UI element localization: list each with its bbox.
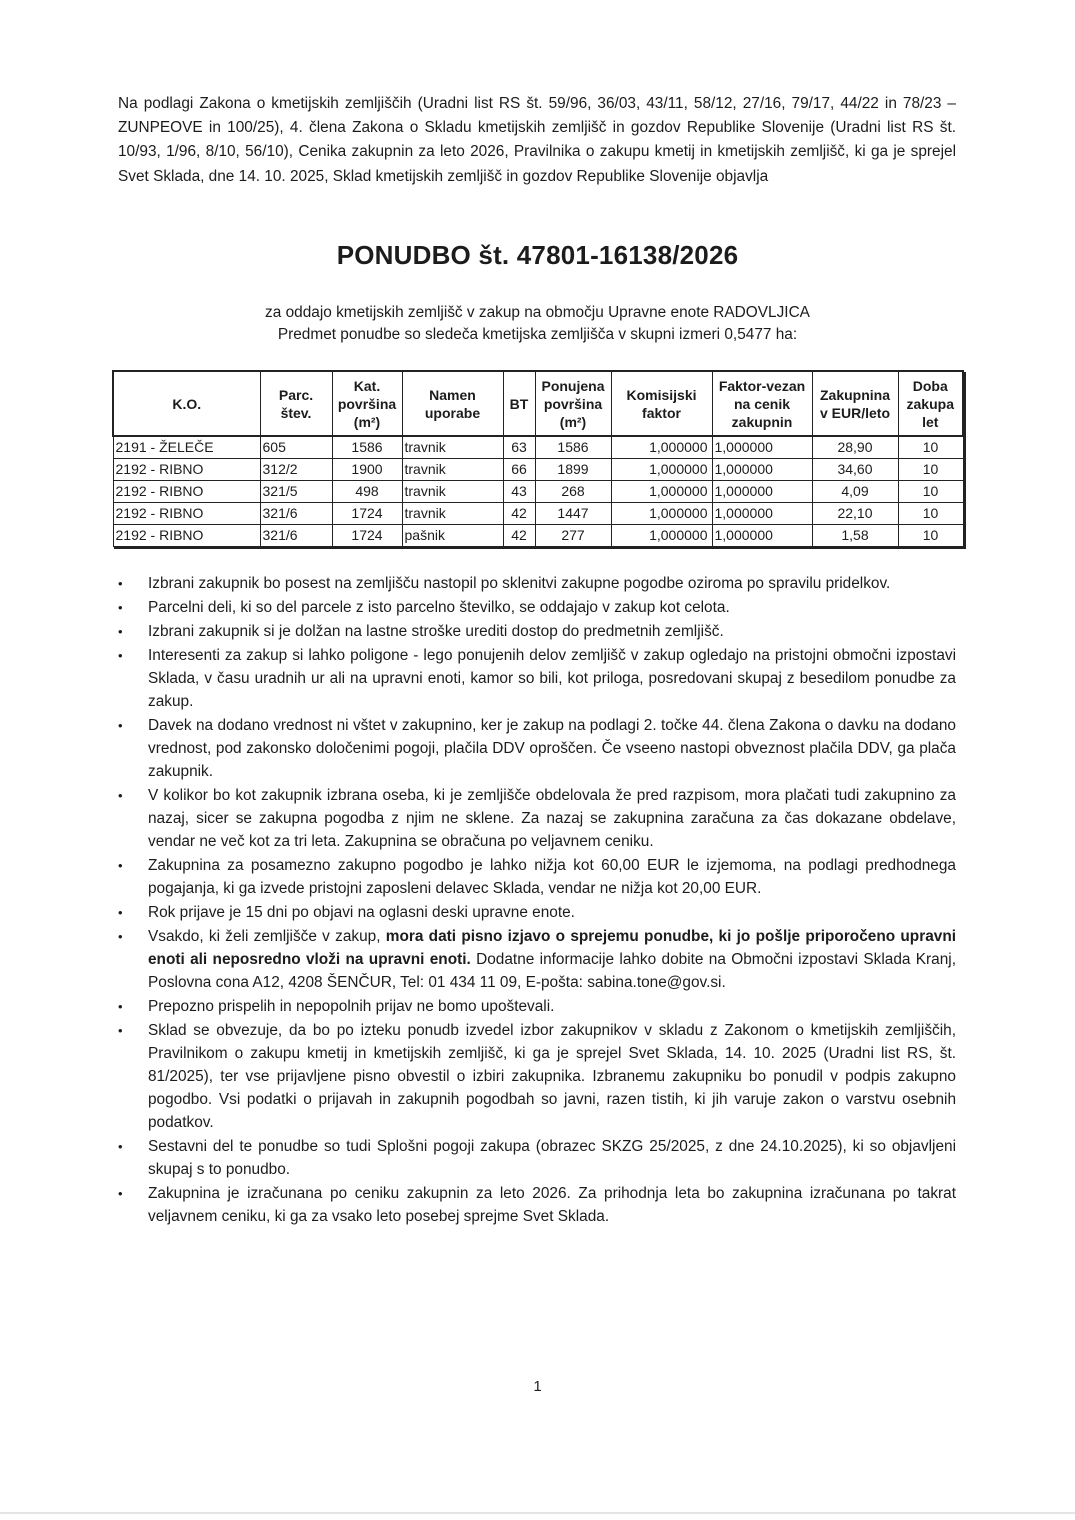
parcels-table <box>112 370 964 547</box>
cell-ko: 2192 - RIBNO <box>113 481 260 503</box>
list-item <box>118 596 956 619</box>
cell-bt: 43 <box>503 481 535 503</box>
subtitle-line-1: za oddajo kmetijskih zemljišč v zakup na območju Upravne enote RADOVLJICA <box>265 304 810 321</box>
header-komisijski: Komisijski faktor <box>611 371 712 436</box>
header-parc: Parc. štev. <box>260 371 332 436</box>
cell-zakupnina: 28,90 <box>812 436 898 459</box>
list-item <box>118 572 956 595</box>
header-ponujena: Ponujena površina (m²) <box>535 371 611 436</box>
list-item <box>118 784 956 853</box>
bullet-icon: • <box>118 718 123 733</box>
bullet-icon: • <box>118 858 123 873</box>
cell-bt: 66 <box>503 459 535 481</box>
bullet-icon: • <box>118 905 123 920</box>
cell-faktor: 1,000000 <box>712 525 812 547</box>
cell-komisijski: 1,000000 <box>611 503 712 525</box>
list-item <box>118 1135 956 1181</box>
cell-namen: travnik <box>402 503 503 525</box>
page-number: 1 <box>533 1378 542 1395</box>
list-item-text: Davek na dodano vrednost ni vštet v zakupnino, ker je zakup na podlagi 2. točke 44. člena Zakona o davku na dodano vrednost, pod zakonsko določenimi pogoji, plačila DDV oproščen. Če vseeno nastopi obveznost plačila DDV, ga plača zakupnik. <box>148 717 956 780</box>
cell-kat: 498 <box>332 481 402 503</box>
cell-ko: 2192 - RIBNO <box>113 459 260 481</box>
table-row <box>113 525 963 547</box>
bullet-icon: • <box>118 624 123 639</box>
cell-zakupnina: 4,09 <box>812 481 898 503</box>
cell-namen: travnik <box>402 436 503 459</box>
table-row <box>113 481 963 503</box>
bullet-icon: • <box>118 1186 123 1201</box>
cell-faktor: 1,000000 <box>712 481 812 503</box>
list-item-text: Dodatne informacije lahko dobite na Območni izpostavi Sklada Kranj, Poslovna cona A12, 4208 ŠENČUR, Tel: 01 434 11 09, E-pošta: sabina.tone@gov.si. <box>148 951 956 991</box>
intro-paragraph: Na podlagi Zakona o kmetijskih zemljiščih (Uradni list RS št. 59/96, 36/03, 43/11, 58/12, 27/16, 79/17, 44/22 in 78/23 – ZUNPEOVE in 100/25), 4. člena Zakona o Skladu kmetijskih zemljišč in gozdov Republike Slovenije (Uradni list RS št. 10/93, 1/96, 8/10, 56/10), Cenika zakupnin za leto 2026, Pravilnika o zakupu kmetij in kmetijskih zemljišč, ki ga je sprejel Svet Sklada, dne 14. 10. 2025, Sklad kmetijskih zemljišč in gozdov Republike Slovenije objavlja <box>118 95 956 185</box>
list-item-text: Parcelni deli, ki so del parcele z isto parcelno številko, se oddajajo v zakup kot celota. <box>148 599 730 616</box>
table-row <box>113 436 963 459</box>
list-item <box>118 714 956 783</box>
cell-ponujena: 1899 <box>535 459 611 481</box>
cell-doba: 10 <box>898 459 963 481</box>
list-item <box>118 901 956 924</box>
cell-ko: 2192 - RIBNO <box>113 525 260 547</box>
cell-komisijski: 1,000000 <box>611 459 712 481</box>
cell-doba: 10 <box>898 481 963 503</box>
cell-zakupnina: 1,58 <box>812 525 898 547</box>
cell-komisijski: 1,000000 <box>611 525 712 547</box>
cell-ponujena: 1447 <box>535 503 611 525</box>
cell-zakupnina: 22,10 <box>812 503 898 525</box>
cell-zakupnina: 34,60 <box>812 459 898 481</box>
cell-ponujena: 1586 <box>535 436 611 459</box>
bullet-icon: • <box>118 600 123 615</box>
offer-title: PONUDBO št. 47801-16138/2026 <box>336 240 739 270</box>
list-item <box>118 995 956 1018</box>
list-item <box>118 1182 956 1228</box>
cell-parc: 605 <box>260 436 332 459</box>
bullet-icon: • <box>118 1023 123 1038</box>
bullet-icon: • <box>118 648 123 663</box>
list-item-text: Izbrani zakupnik bo posest na zemljišču nastopil po sklenitvi zakupne pogodbe oziroma po spravilu pridelkov. <box>148 575 891 592</box>
table-header-row <box>113 371 963 436</box>
list-item-text: V kolikor bo kot zakupnik izbrana oseba, ki je zemljišče obdelovala že pred razpisom, mora plačati tudi zakupnino za nazaj, sicer se zakupna pogodba z njim ne sklene. Za nazaj se zakupnina zaračuna za čas dokazane obdelave, vendar ne več kot za tri leta. Zakupnina se obračuna po veljavnem ceniku. <box>148 787 956 850</box>
cell-namen: travnik <box>402 459 503 481</box>
header-namen: Namen uporabe <box>402 371 503 436</box>
cell-kat: 1900 <box>332 459 402 481</box>
cell-doba: 10 <box>898 436 963 459</box>
cell-bt: 42 <box>503 503 535 525</box>
cell-parc: 321/6 <box>260 503 332 525</box>
cell-bt: 42 <box>503 525 535 547</box>
list-item-text: Sklad se obvezuje, da bo po izteku ponudb izvedel izbor zakupnikov v skladu z Zakonom o kmetijskih zemljiščih, Pravilnikom o zakupu kmetij in kmetijskih zemljišč, ki ga je sprejel Svet Sklada, 14. 10. 2025 (Uradni list RS, št. 81/2025), ter vse prijavljene pisno obvestil o izbiri zakupnika. Izbranemu zakupniku bo ponudil v podpis zakupno pogodbo. Vsi podatki o prijavah in zakupnih pogodbah so javni, razen tistih, ki jih varuje zakon o varstvu osebnih podatkov. <box>148 1022 956 1131</box>
list-item-text: Zakupnina za posamezno zakupno pogodbo je lahko nižja kot 60,00 EUR le izjemoma, na podlagi predhodnega pogajanja, ki ga izvede pristojni zaposleni delavec Sklada, vendar ne nižja kot 20,00 EUR. <box>148 857 956 897</box>
cell-komisijski: 1,000000 <box>611 481 712 503</box>
list-item-text: Interesenti za zakup si lahko poligone - lego ponujenih delov zemljišč v zakup ogledajo na pristojni območni izpostavi Sklada, v času uradnih ur ali na upravni enoti, kamor so bili, kot priloga, posredovani skupaj z besedilom ponudbe za zakup. <box>148 647 956 710</box>
cell-ko: 2192 - RIBNO <box>113 503 260 525</box>
list-item <box>118 854 956 900</box>
cell-ko: 2191 - ŽELEČE <box>113 436 260 459</box>
bullet-icon: • <box>118 788 123 803</box>
page-edge <box>0 1512 1075 1514</box>
header-kat: Kat. površina (m²) <box>332 371 402 436</box>
cell-parc: 312/2 <box>260 459 332 481</box>
bullet-icon: • <box>118 999 123 1014</box>
offer-subtitle <box>0 302 1075 346</box>
table-row <box>113 503 963 525</box>
conditions-list <box>118 572 956 1229</box>
cell-faktor: 1,000000 <box>712 503 812 525</box>
list-item-text: Prepozno prispelih in nepopolnih prijav ne bomo upoštevali. <box>148 998 555 1015</box>
cell-kat: 1724 <box>332 525 402 547</box>
list-item <box>118 925 956 994</box>
cell-namen: pašnik <box>402 525 503 547</box>
list-item-emphasis: mora dati pisno izjavo o sprejemu ponudbe, ki jo pošlje priporočeno upravni enoti ali neposredno vloži na upravni enoti. <box>148 928 956 968</box>
table-body <box>113 436 963 547</box>
cell-namen: travnik <box>402 481 503 503</box>
cell-faktor: 1,000000 <box>712 436 812 459</box>
list-item-text: Vsakdo, ki želi zemljišče v zakup, <box>148 928 386 945</box>
cell-parc: 321/6 <box>260 525 332 547</box>
list-item-text: Izbrani zakupnik si je dolžan na lastne stroške urediti dostop do predmetnih zemljišč. <box>148 623 724 640</box>
cell-kat: 1586 <box>332 436 402 459</box>
list-item-text: Zakupnina je izračunana po ceniku zakupnin za leto 2026. Za prihodnja leta bo zakupnina izračunana po takrat veljavnem ceniku, ki ga za vsako leto posebej sprejme Svet Sklada. <box>148 1185 956 1225</box>
cell-bt: 63 <box>503 436 535 459</box>
cell-komisijski: 1,000000 <box>611 436 712 459</box>
list-item <box>118 1019 956 1134</box>
cell-faktor: 1,000000 <box>712 459 812 481</box>
header-ko: K.O. <box>113 371 260 436</box>
cell-doba: 10 <box>898 525 963 547</box>
table-row <box>113 459 963 481</box>
cell-doba: 10 <box>898 503 963 525</box>
bullet-icon: • <box>118 1139 123 1154</box>
list-item <box>118 620 956 643</box>
header-doba: Doba zakupa let <box>898 371 963 436</box>
cell-parc: 321/5 <box>260 481 332 503</box>
cell-ponujena: 268 <box>535 481 611 503</box>
bullet-icon: • <box>118 929 123 944</box>
header-zakupnina: Zakupnina v EUR/leto <box>812 371 898 436</box>
list-item-text: Sestavni del te ponudbe so tudi Splošni pogoji zakupa (obrazec SKZG 25/2025, z dne 24.10.2025), ki so objavljeni skupaj s to ponudbo. <box>148 1138 956 1178</box>
header-faktor-vezan: Faktor-vezan na cenik zakupnin <box>712 371 812 436</box>
cell-kat: 1724 <box>332 503 402 525</box>
list-item-text: Rok prijave je 15 dni po objavi na oglasni deski upravne enote. <box>148 904 575 921</box>
header-bt: BT <box>503 371 535 436</box>
subtitle-line-2: Predmet ponudbe so sledeča kmetijska zemljišča v skupni izmeri 0,5477 ha: <box>277 326 798 343</box>
bullet-icon: • <box>118 576 123 591</box>
list-item <box>118 644 956 713</box>
cell-ponujena: 277 <box>535 525 611 547</box>
